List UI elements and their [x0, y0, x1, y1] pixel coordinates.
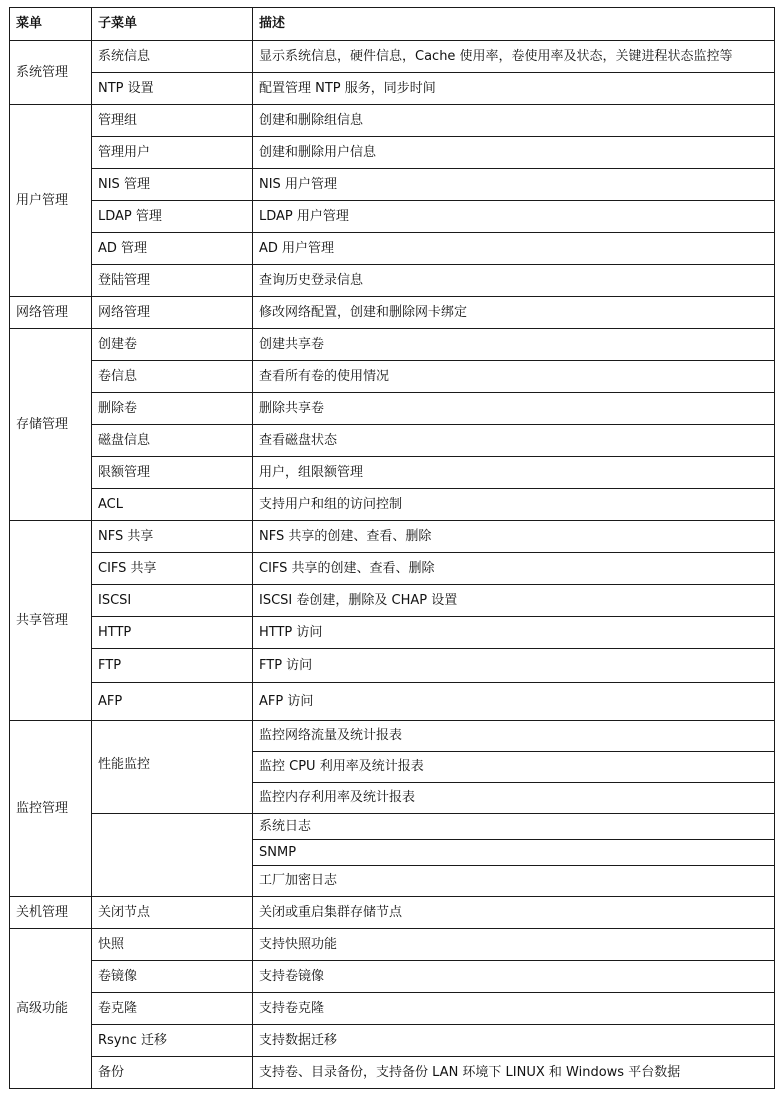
feature-menu-table [9, 7, 775, 1089]
submenu-cell: 关闭节点 [92, 897, 253, 929]
description-cell: 关闭或重启集群存储节点 [253, 897, 775, 929]
description-cell: 创建和删除用户信息 [253, 137, 775, 169]
description-cell: 配置管理 NTP 服务，同步时间 [253, 73, 775, 105]
description-cell: 系统日志 [253, 814, 775, 840]
description-cell: 监控 CPU 利用率及统计报表 [253, 752, 775, 783]
table-row [10, 1025, 775, 1057]
table-row [10, 169, 775, 201]
table-header-row [10, 8, 775, 41]
menu-cell: 关机管理 [10, 897, 92, 929]
description-cell: 工厂加密日志 [253, 866, 775, 897]
table-row [10, 73, 775, 105]
submenu-cell: 网络管理 [92, 297, 253, 329]
table-row [10, 425, 775, 457]
table-row [10, 361, 775, 393]
menu-cell: 监控管理 [10, 721, 92, 897]
description-cell: 支持快照功能 [253, 929, 775, 961]
submenu-cell: 系统信息 [92, 41, 253, 73]
submenu-cell-empty [92, 814, 253, 897]
table-row [10, 585, 775, 617]
description-cell: LDAP 用户管理 [253, 201, 775, 233]
description-cell: 查询历史登录信息 [253, 265, 775, 297]
table-row [10, 233, 775, 265]
table-row [10, 553, 775, 585]
table-row [10, 393, 775, 425]
menu-cell: 系统管理 [10, 41, 92, 105]
description-cell: 查看所有卷的使用情况 [253, 361, 775, 393]
header-submenu: 子菜单 [92, 8, 253, 41]
menu-cell: 用户管理 [10, 105, 92, 297]
table-row [10, 649, 775, 683]
table-row [10, 617, 775, 649]
table-row [10, 489, 775, 521]
submenu-cell: AFP [92, 683, 253, 721]
submenu-cell: 备份 [92, 1057, 253, 1089]
submenu-cell: 创建卷 [92, 329, 253, 361]
description-cell: 删除共享卷 [253, 393, 775, 425]
description-cell: FTP 访问 [253, 649, 775, 683]
table-row [10, 265, 775, 297]
submenu-cell: ISCSI [92, 585, 253, 617]
submenu-cell: NTP 设置 [92, 73, 253, 105]
table-row [10, 41, 775, 73]
submenu-cell: 快照 [92, 929, 253, 961]
submenu-cell: 磁盘信息 [92, 425, 253, 457]
submenu-cell: HTTP [92, 617, 253, 649]
table-row [10, 929, 775, 961]
table-row [10, 961, 775, 993]
description-cell: 监控网络流量及统计报表 [253, 721, 775, 752]
table-row [10, 814, 775, 840]
description-cell: CIFS 共享的创建、查看、删除 [253, 553, 775, 585]
description-cell: NIS 用户管理 [253, 169, 775, 201]
description-cell: 支持卷镜像 [253, 961, 775, 993]
description-cell: AFP 访问 [253, 683, 775, 721]
description-cell: 创建共享卷 [253, 329, 775, 361]
description-cell: 修改网络配置，创建和删除网卡绑定 [253, 297, 775, 329]
submenu-cell: CIFS 共享 [92, 553, 253, 585]
description-cell: 查看磁盘状态 [253, 425, 775, 457]
description-cell: 用户，组限额管理 [253, 457, 775, 489]
submenu-cell: 删除卷 [92, 393, 253, 425]
menu-cell: 存储管理 [10, 329, 92, 521]
description-cell: NFS 共享的创建、查看、删除 [253, 521, 775, 553]
table-row [10, 993, 775, 1025]
submenu-cell: 管理组 [92, 105, 253, 137]
table-row [10, 105, 775, 137]
header-description: 描述 [253, 8, 775, 41]
header-menu: 菜单 [10, 8, 92, 41]
table-row [10, 521, 775, 553]
submenu-cell: 卷信息 [92, 361, 253, 393]
description-cell: 显示系统信息，硬件信息，Cache 使用率，卷使用率及状态，关键进程状态监控等 [253, 41, 775, 73]
submenu-cell: 卷镜像 [92, 961, 253, 993]
table-row [10, 201, 775, 233]
description-cell: SNMP [253, 840, 775, 866]
table-row [10, 897, 775, 929]
menu-cell: 网络管理 [10, 297, 92, 329]
submenu-cell: 性能监控 [92, 721, 253, 814]
description-cell: 支持卷克隆 [253, 993, 775, 1025]
submenu-cell: 限额管理 [92, 457, 253, 489]
submenu-cell: NFS 共享 [92, 521, 253, 553]
submenu-cell: Rsync 迁移 [92, 1025, 253, 1057]
description-cell: 支持用户和组的访问控制 [253, 489, 775, 521]
submenu-cell: NIS 管理 [92, 169, 253, 201]
table-row [10, 1057, 775, 1089]
menu-cell: 共享管理 [10, 521, 92, 721]
submenu-cell: FTP [92, 649, 253, 683]
description-cell: ISCSI 卷创建，删除及 CHAP 设置 [253, 585, 775, 617]
menu-cell: 高级功能 [10, 929, 92, 1089]
table-row [10, 297, 775, 329]
submenu-cell: ACL [92, 489, 253, 521]
submenu-cell: 卷克隆 [92, 993, 253, 1025]
description-cell: 创建和删除组信息 [253, 105, 775, 137]
submenu-cell: 管理用户 [92, 137, 253, 169]
submenu-cell: AD 管理 [92, 233, 253, 265]
submenu-cell: 登陆管理 [92, 265, 253, 297]
submenu-cell: LDAP 管理 [92, 201, 253, 233]
table-row [10, 329, 775, 361]
table-row [10, 721, 775, 752]
description-cell: 监控内存利用率及统计报表 [253, 783, 775, 814]
description-cell: AD 用户管理 [253, 233, 775, 265]
description-cell: 支持数据迁移 [253, 1025, 775, 1057]
table-row [10, 137, 775, 169]
description-cell: 支持卷、目录备份，支持备份 LAN 环境下 LINUX 和 Windows 平台数据 [253, 1057, 775, 1089]
table-row [10, 683, 775, 721]
table-row [10, 457, 775, 489]
description-cell: HTTP 访问 [253, 617, 775, 649]
